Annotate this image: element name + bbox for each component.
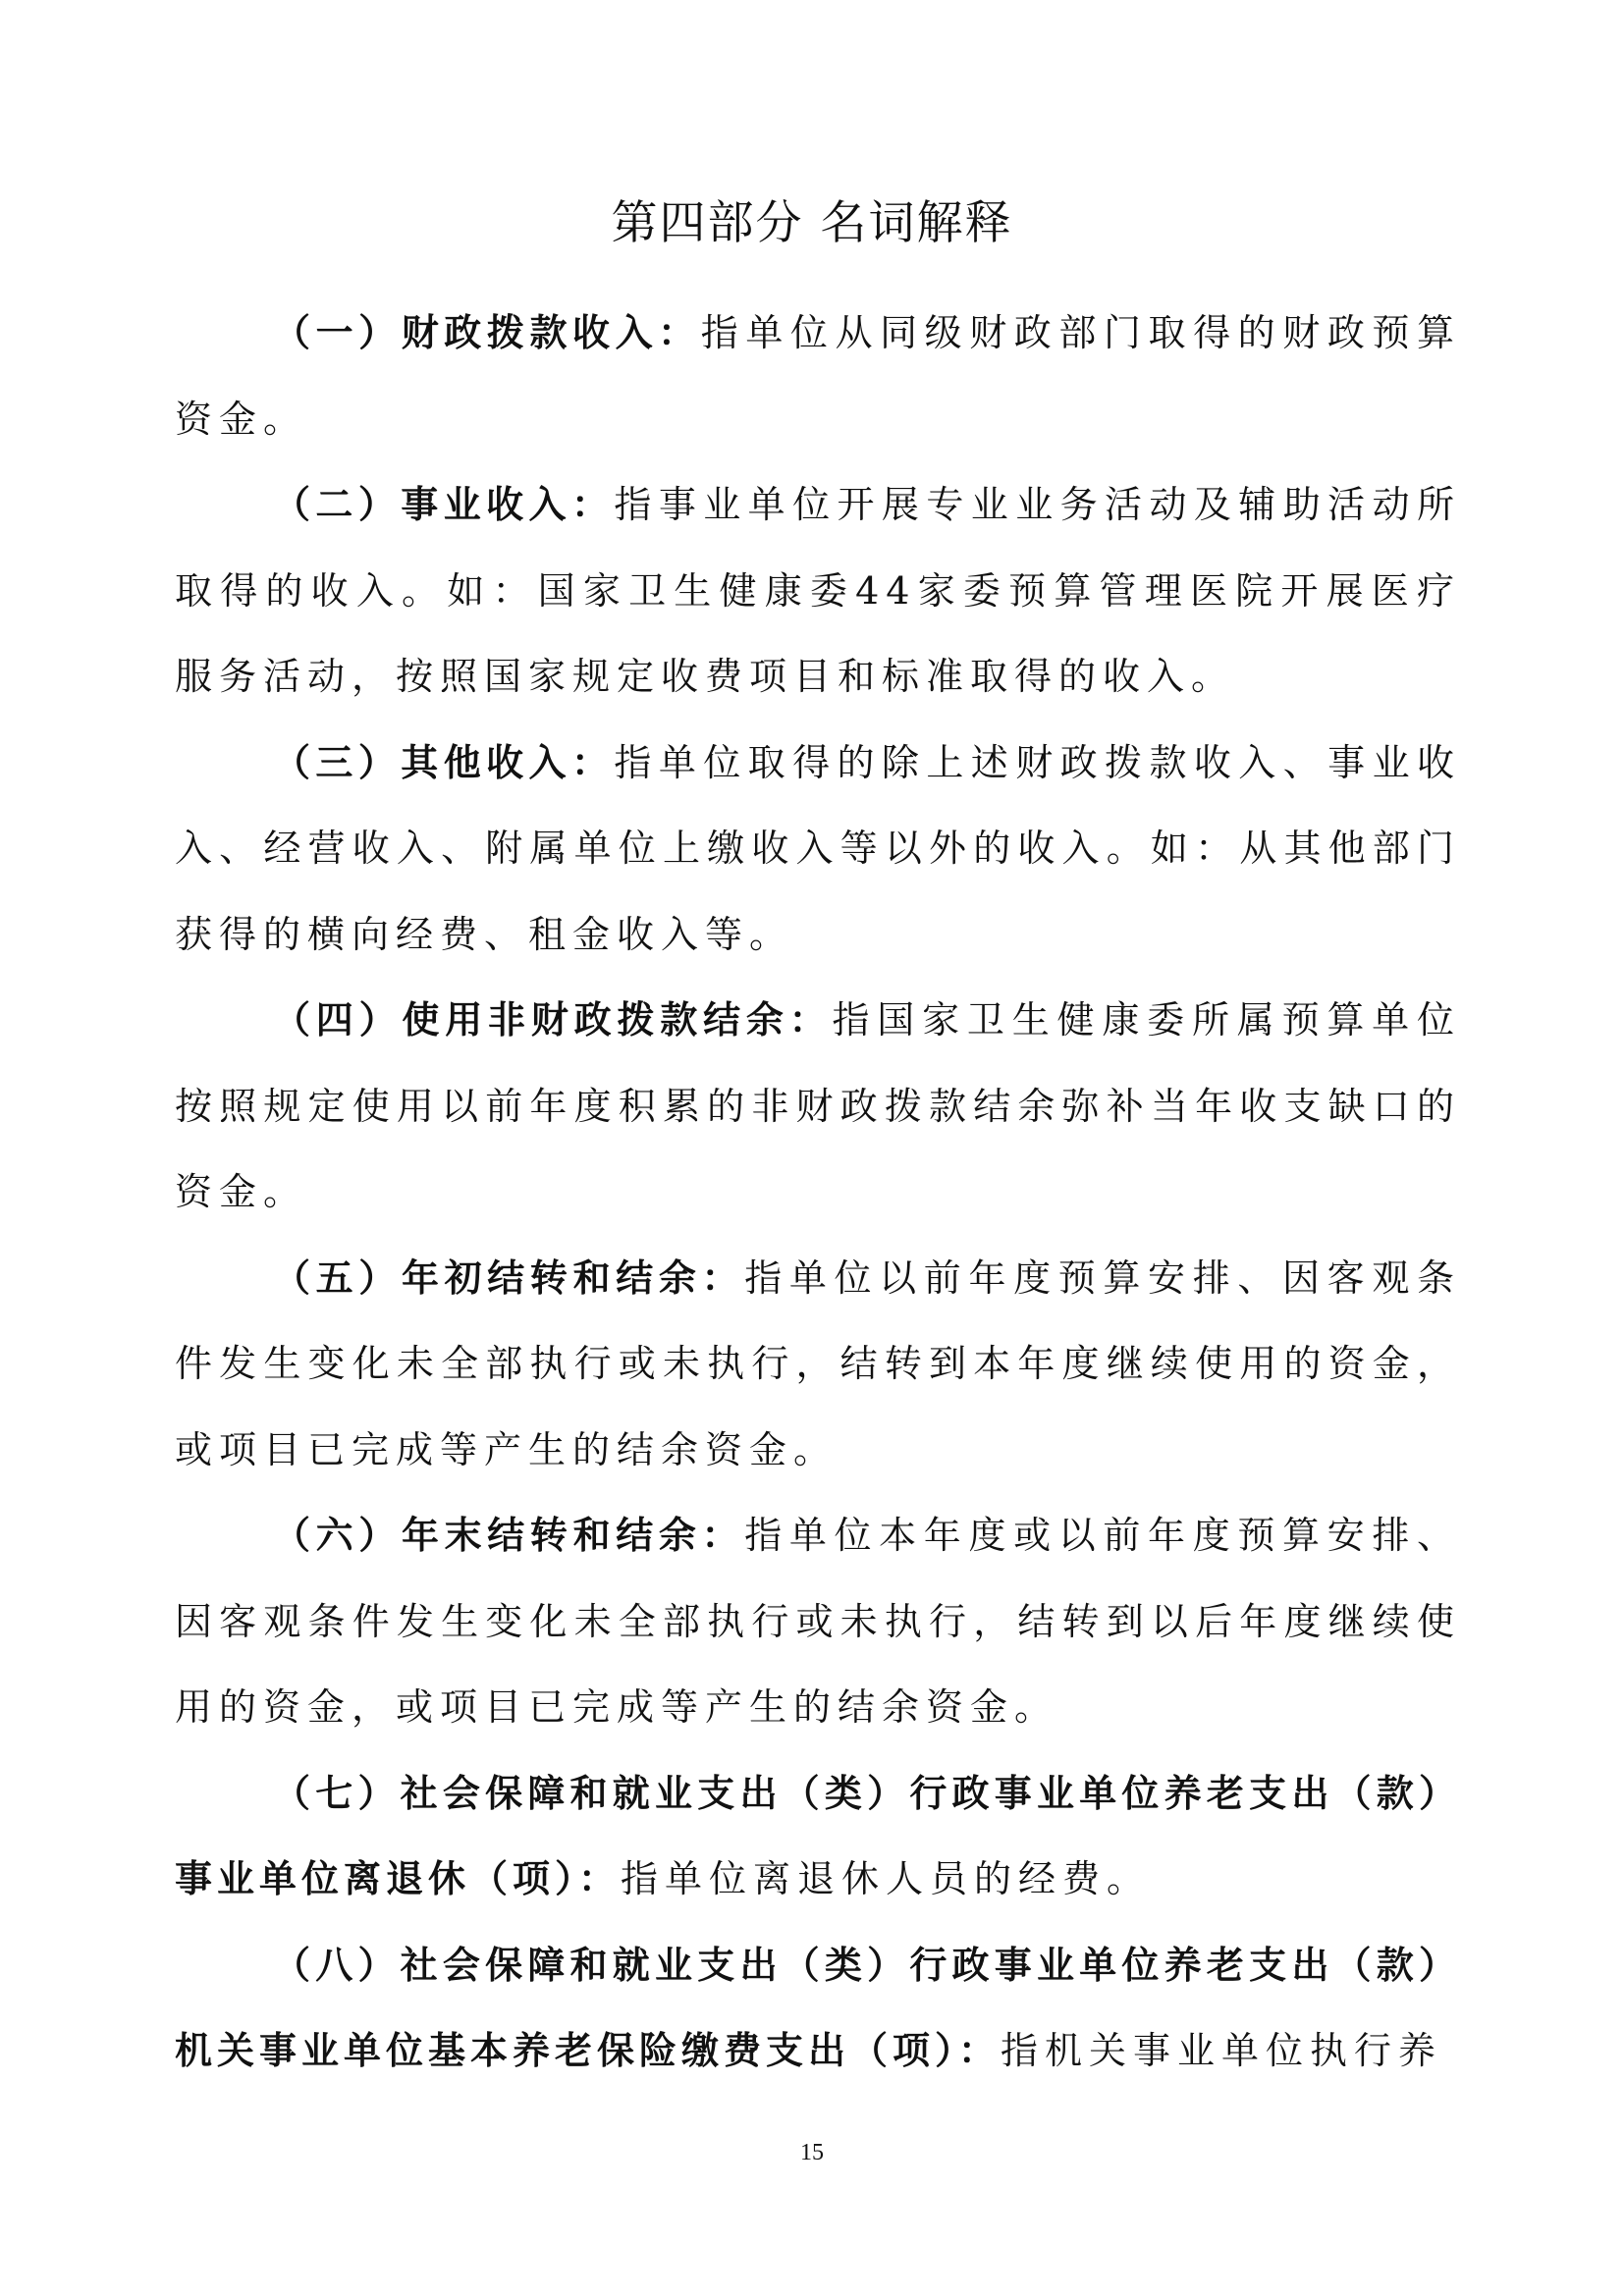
definition-entry [175,1751,1461,1923]
definition-term: （八）社会保障和就业支出（类）行政事业单位养老支出（款）机关事业单位基本养老保险缴费支出（项）： [175,1943,1461,2072]
definition-term: （四）使用非财政拨款结余： [273,998,833,1041]
definition-text: 指单位以前年度预算安排、因客观条件发生变化未全部执行或未执行，结转到本年度继续使用的资金，或项目已完成等产生的结余资金。 [175,1255,1461,1471]
definition-entry [175,462,1461,721]
definition-text: 指事业单位开展专业业务活动及辅助活动所取得的收入。如：国家卫生健康委44家委预算管理医院开展医疗服务活动，按照国家规定收费项目和标准取得的收入。 [175,483,1461,698]
definition-entry [175,1493,1461,1751]
definition-term: （五）年初结转和结余： [273,1255,745,1300]
definition-entry [175,1236,1461,1494]
page-title: 第四部分 名词解释 [611,196,1013,250]
definition-entry [175,1923,1461,2095]
definition-text: 指国家卫生健康委所属预算单位按照规定使用以前年度积累的非财政拨款结余弥补当年收支缺口的资金。 [175,998,1461,1213]
page-number: 15 [800,2140,824,2165]
definition-text: 指单位离退休人员的经费。 [621,1857,1152,1900]
definition-term: （一）财政拨款收入： [273,311,701,354]
definitions-list [175,291,1461,2095]
definition-term: （七）社会保障和就业支出（类）行政事业单位养老支出（款）事业单位离退休（项）： [175,1771,1461,1900]
definition-term: （六）年末结转和结余： [273,1514,745,1557]
definition-term: （二）事业收入： [273,483,615,526]
definition-text: 指单位取得的除上述财政拨款收入、事业收入、经营收入、附属单位上缴收入等以外的收入。如：从其他部门获得的横向经费、租金收入等。 [175,740,1461,956]
definition-entry [175,291,1461,462]
definition-entry [175,721,1461,979]
definition-text: 指单位从同级财政部门取得的财政预算资金。 [175,311,1461,441]
definition-entry [175,978,1461,1236]
definition-term: （三）其他收入： [273,740,615,784]
definition-text: 指机关事业单位执行养 [1001,2029,1443,2072]
definition-text: 指单位本年度或以前年度预算安排、因客观条件发生变化未全部执行或未执行，结转到以后年度继续使用的资金，或项目已完成等产生的结余资金。 [175,1514,1461,1729]
